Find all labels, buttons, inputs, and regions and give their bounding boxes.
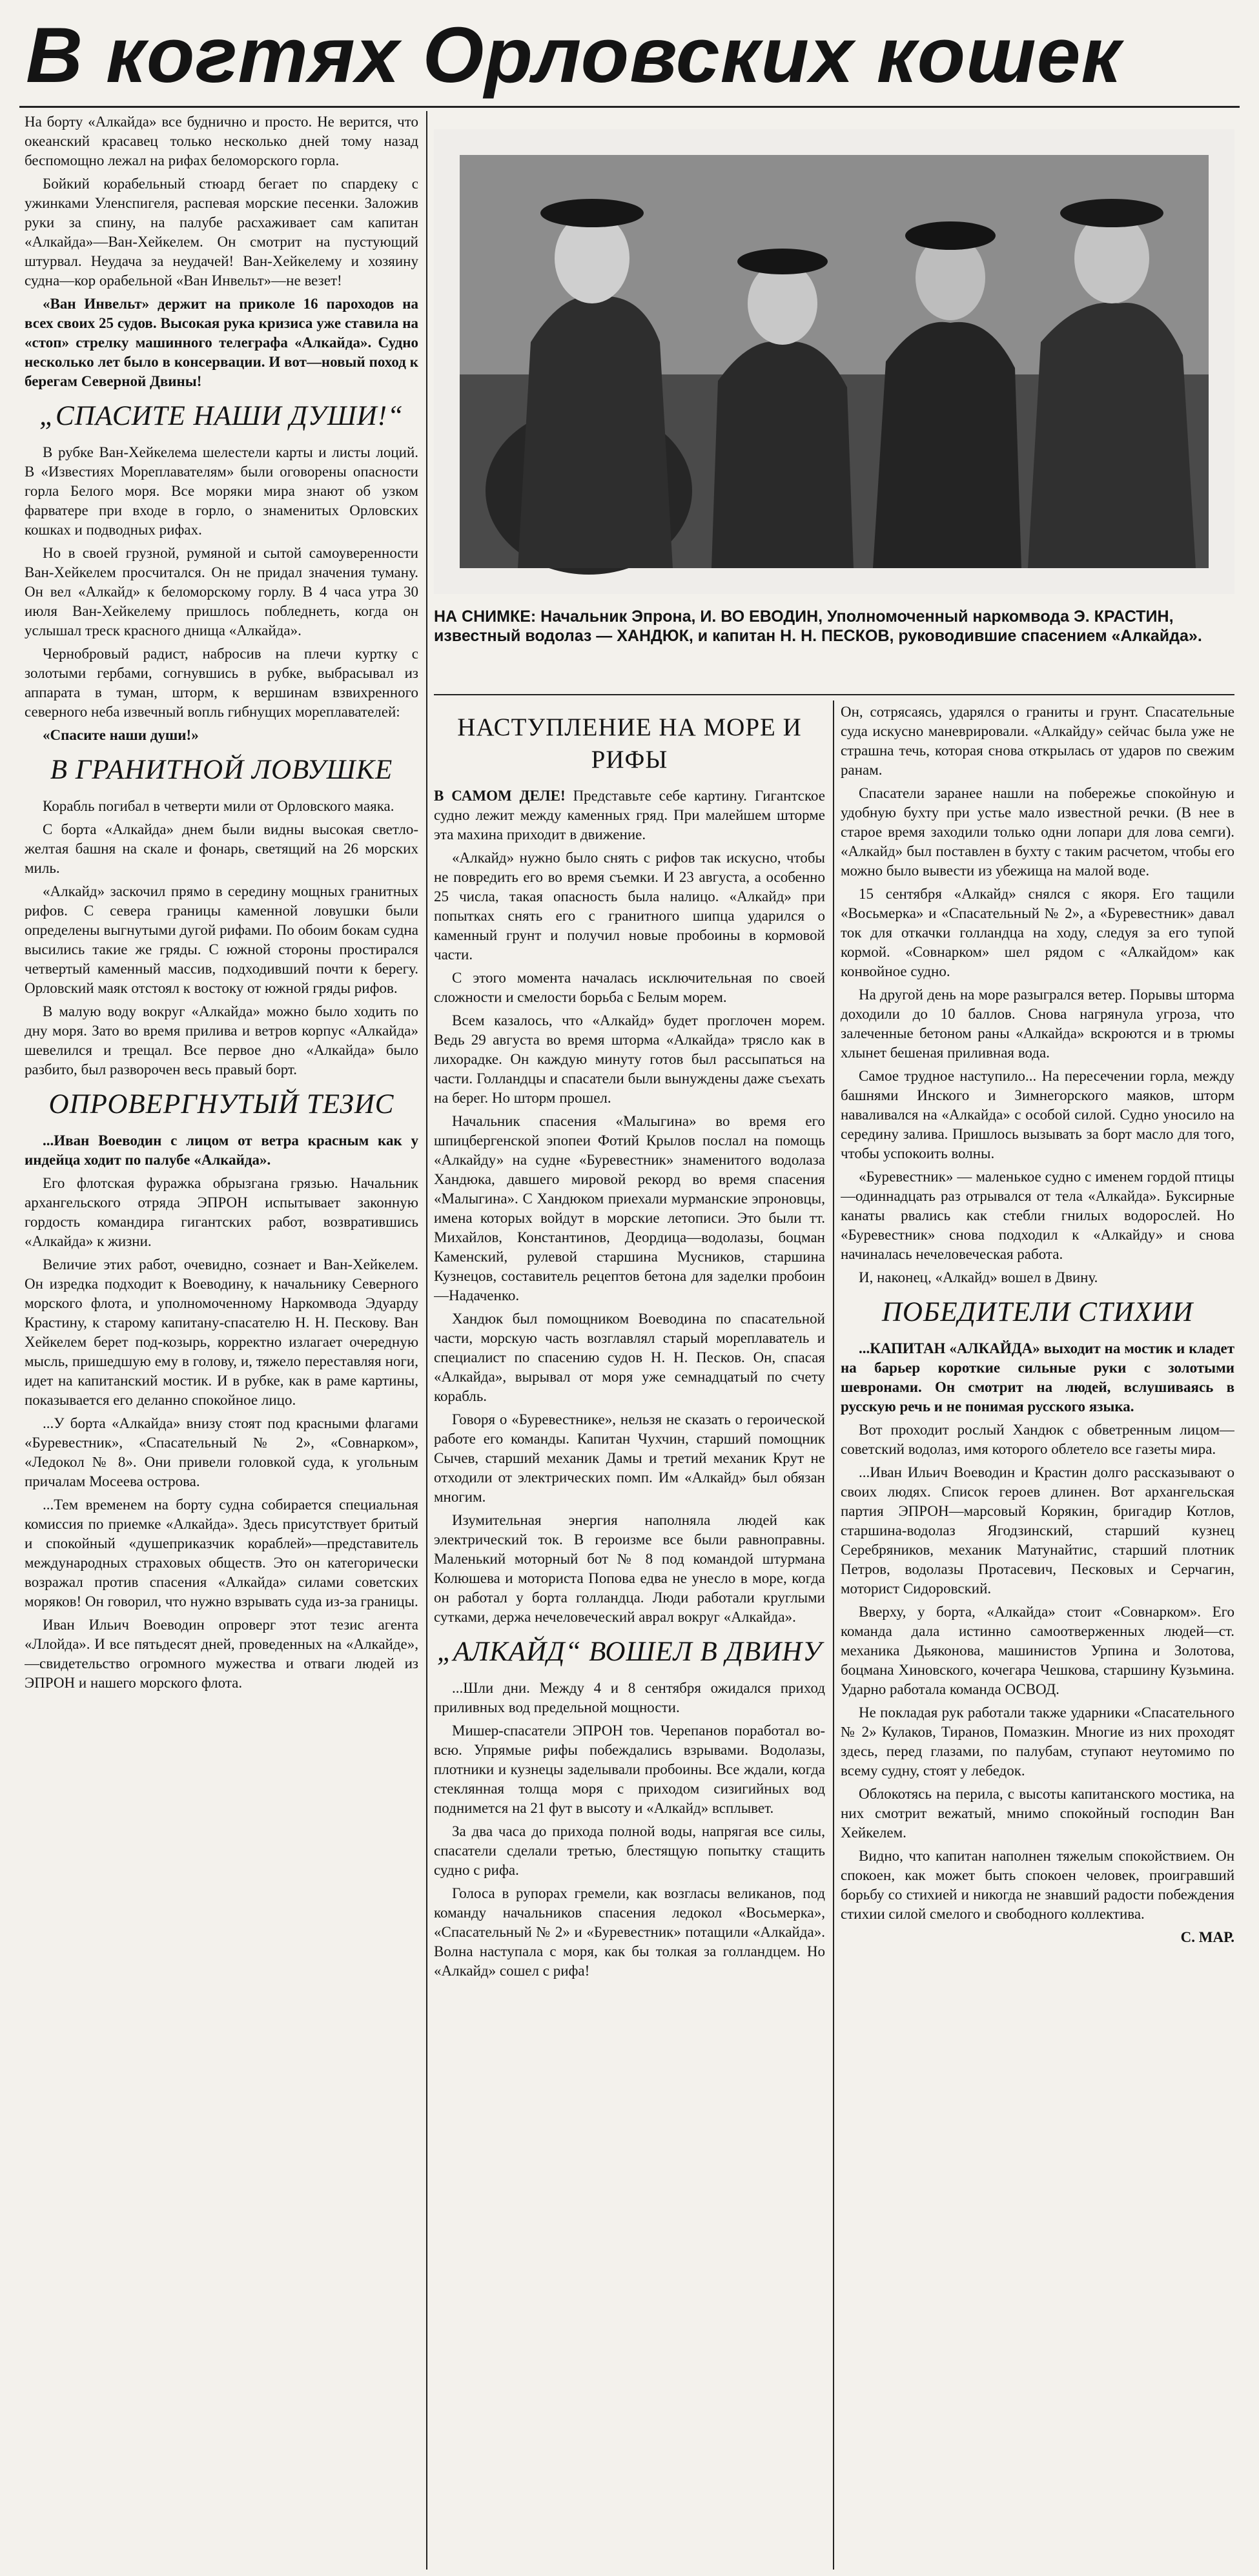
paragraph: Начальник спасения «Малыгина» во время его шпицбергенской эпопеи Фотий Крылов послал на помощь «Алкайду» на судне «Буревестник» знаменитого водолаза Хандюка, давшего мировой рекорд во время спасения «Малыгина». С Хандюком приехали мурманские эпроновцы, имена которых войдут в морские летописи. Это были тт. Михайлов, Константинов, Деордица—водолазы, боцман Каменский, рулевой старшина Мусников, старшина Кузнецов, составитель рецептов бетона для заделки пробоин—Надаченко.	[434, 1113, 825, 1303]
paragraph: За два часа до прихода полной воды, напрягая все силы, спасатели сделали третью, блестящую попытку стащить судно с рифа.	[434, 1823, 825, 1878]
lead-bold: В САМОМ ДЕЛЕ!	[434, 788, 566, 804]
paragraph: Хандюк был помощником Воеводина по спасательной части, морскую часть возглавлял старый мореплаватель и специалист по спасению судов Н. Н. Песков. Он, спасая «Алкайда», вырывал от моря уже семнадцатый по счету корабль.	[434, 1311, 825, 1404]
paragraph: Он, сотрясаясь, ударялся о граниты и грунт. Спасательные суда искусно маневрировали. «Алкайду» сейчас была уже не страшна течь, которая снова открылась от ударов по свежим ранам.	[841, 704, 1234, 778]
paragraph: Изумительная энергия наполняла людей как электрический ток. В героизме все были равноправны. Маленький моторный бот № 8 под командой штурмана Колюшева и моториста Попова едва не унесло в море, когда он работал у борта голландца. Люди работали круглыми сутками, держа нечеловеческий аврал вокруг «Алкайда».	[434, 1512, 825, 1625]
top-rule	[19, 106, 1240, 108]
paragraph: На другой день на море разыгрался ветер. Порывы шторма доходили до 10 баллов. Снова нагрянула угроза, что залеченные бетоном раны «Алкайда» вскроются и в трюмы хлынет бешеная приливная вода.	[841, 986, 1234, 1061]
photo-caption: НА СНИМКЕ: Начальник Эпрона, И. ВО ЕВОДИН, Уполномоченный наркомвода Э. КРАСТИН, известный водолаз — ХАНДЮК, и капитан Н. Н. ПЕСКОВ, руководившие спасением «Алкайда».	[434, 608, 1202, 645]
paragraph: ...Тем временем на борту судна собирается специальная комиссия по приемке «Алкайда». Здесь присутствует бритый и спокойный «душеприказчик кораблей»—представитель международных страховых обществ. Это он категорически возражал против спасения «Алкайда» силами советских моряков! Он говорил, что нужно взрывать суда из-за границы.	[25, 1497, 418, 1610]
paragraph: Облокотясь на перила, с высоты капитанского мостика, на них смотрит вежатый, мнимо спокойный господин Ван Хейкелем.	[841, 1786, 1234, 1841]
paragraph: В рубке Ван-Хейкелема шелестели карты и листы лоций. В «Известиях Мореплавателям» были оговорены опасности горла Белого моря. Все моряки мира знают об узком фарватере при входе в горло, о знаменитых Орловских кошках и подводных рифах.	[25, 444, 418, 538]
paragraph: Всем казалось, что «Алкайд» будет проглочен морем. Ведь 29 августа во время шторма «Алкайда» трясло как в лихорадке. Он каждую минуту готов был рассыпаться на части. Голландцы и спасатели были вынуждены даже съехать на берег. Но шторм прошел.	[434, 1012, 825, 1106]
subheading-lovushka: В ГРАНИТНОЙ ЛОВУШКЕ	[50, 755, 393, 785]
paragraph: На борту «Алкайда» все буднично и просто. Не верится, что океанский красавец только несколько дней тому назад беспомощно лежал на рифах беломорского горла.	[25, 114, 418, 169]
column-divider-1	[426, 111, 427, 2570]
paragraph: Вверху, у борта, «Алкайда» стоит «Совнарком». Его команда дала истинно самоотверженных людей—ст. механика Дьяконова, машинистов Урпина и Золотова, боцмана Хиновского, кочегара Чешкова, старшину Кузьмина. Ударно работала команда ОСВОД.	[841, 1604, 1234, 1697]
paragraph: 15 сентября «Алкайд» снялся с якоря. Его тащили «Восьмерка» и «Спасательный № 2», а «Буревестник» давал ток для откачки голландца на ходу, следуя за его тупой кормой. «Совнарком» шел рядом с «Алкайдом» как конвойное судно.	[841, 886, 1234, 979]
author-signature: С. МАР.	[1180, 1929, 1234, 1945]
column-1	[25, 112, 418, 2570]
paragraph: Спасатели заранее нашли на побережье спокойную и удобную бухту при устье мало известной речки. (В нее в старое время заходили только одни лопари для лова семги). «Алкайд» был поставлен в бухту с таким расчетом, чтобы его можно было вывести из убежища на малой воде.	[841, 785, 1234, 879]
column-3	[841, 702, 1234, 2570]
paragraph: С борта «Алкайда» днем были видны высокая светло-желтая башня на скале и фонарь, светящий на 26 морских миль.	[25, 821, 418, 876]
subheading-pobediteli: ПОБЕДИТЕЛИ СТИХИИ	[881, 1297, 1194, 1327]
paragraph: ...У борта «Алкайда» внизу стоят под красными флагами «Буревестник», «Спасательный № 2», «Совнарком», «Ледокол № 8». Они привели головкой суда, к угольным причалам Мосеева острова.	[25, 1415, 418, 1489]
subheading-tezis: ОПРОВЕРГНУТЫЙ ТЕЗИС	[48, 1089, 394, 1119]
paragraph: Голоса в рупорах гремели, как возгласы великанов, под команду начальников спасения ледокол «Восьмерка», «Спасательный № 2» и «Буревестник» потащили «Алкайда». Волна наступала с моря, как бы толкая за голландцем. Но «Алкайд» сошел с рифа!	[434, 1885, 825, 1979]
paragraph: ...КАПИТАН «АЛКАЙДА» выходит на мостик и кладет на барьер короткие сильные руки с золотыми шевронами. Он смотрит на людей, вслушиваясь в русскую речь и не понимая русского языка.	[841, 1340, 1234, 1415]
paragraph: ...Иван Ильич Воеводин и Крастин долго рассказывают о своих людях. Список героев длинен. Вот архангельская партия ЭПРОН—марсовый Корякин, бригадир Котлов, старшина-водолаз Ягодзинский, старший кузнец Серебряников, механик Матунайтис, старший плотник Петров, водолазы Протасевич, Песковых и Серчагин, моторист Сидоровский.	[841, 1464, 1234, 1597]
paragraph: ...Иван Воеводин с лицом от ветра красным как у индейца ходит по палубе «Алкайда».	[25, 1132, 418, 1168]
paragraph: Бойкий корабельный стюард бегает по спардеку с ужинками Уленспигеля, распевая морские песенки. Заложив руки за спину, на палубе расхаживает сам капитан «Алкайда»—Ван-Хейкелем. Он смотрит на пустующий штурвал. Неудача за неудачей! Ван-Хейкелему и хозяину судна—кор орабельной «Ван Инвельт»—не везет!	[25, 176, 418, 289]
photo-four-men-icon	[434, 129, 1234, 594]
subheading-alkaid-voshel: „АЛКАЙД“ ВОШЕЛ В ДВИНУ	[436, 1637, 823, 1667]
lead-rest: Представьте себе картину. Гигантское судно лежит между каменных гряд. При малейшем шторме эта махина приходит в движение.	[434, 788, 825, 843]
subheading-nastuplenie: НАСТУПЛЕНИЕ НА МОРЕ И РИФЫ	[457, 713, 802, 773]
column-2	[434, 702, 825, 2570]
caption-rule	[434, 694, 1234, 695]
paragraph: Мишер-спасатели ЭПРОН тов. Черепанов поработал во-всю. Упрямые рифы побеждались взрывами. Водолазы, плотники и кузнецы заделывали пробоины. Все ждали, когда стеклянная толща моря с приходом сизигийных вод поднимется на 21 фут в высоту и «Алкайд» всплывет.	[434, 1722, 825, 1816]
paragraph: Говоря о «Буревестнике», нельзя не сказать о героической работе его команды. Капитан Чухчин, старший помощник Сычев, старший механик Дамы и третий механик Крут не отходили от электрических помп. Им «Алкайд» был обязан многим.	[434, 1411, 825, 1505]
paragraph: «Спасите наши души!»	[43, 727, 199, 743]
paragraph: Самое трудное наступило... На пересечении горла, между башнями Инского и Зимнегорского маяков, шторм наваливался на «Алкайда» с особой силой. Судно уносило на середину залива. Пришлось вызывать за борт масло для того, чтобы успокоить волны.	[841, 1068, 1234, 1161]
lead-paragraph	[434, 786, 825, 844]
paragraph: Чернобровый радист, набросив на плечи куртку с золотыми гербами, согнувшись в рубке, выбрасывал из аппарата в туман, шторм, к вершинам взвихренного северного неба извечный вопль гибнущих мореплавателей:	[25, 646, 418, 720]
column-divider-2	[833, 700, 834, 2570]
paragraph: Видно, что капитан наполнен тяжелым спокойствием. Он спокоен, как может быть спокоен человек, проигравший борьбу со стихией и никогда не знавший радости побеждения стихии силой смелого и свободного коллектива.	[841, 1848, 1234, 1922]
paragraph: Его флотская фуражка обрызгана грязью. Начальник архангельского отряда ЭПРОН испытывает законную гордость командира гигантских работ, возвратившись «Алкайда» к жизни.	[25, 1175, 418, 1249]
paragraph: В малую воду вокруг «Алкайда» можно было ходить по дну моря. Зато во время прилива и ветров корпус «Алкайда» шевелился и трещал. Все первое дно «Алкайда» было разбито, был разворочен весь правый борт.	[25, 1003, 418, 1078]
paragraph: «Ван Инвельт» держит на приколе 16 пароходов на всех своих 25 судов. Высокая рука кризиса уже ставила на «стоп» стрелку машинного телеграфа «Алкайда». Судно несколько лет было в консервации. И вот—новый поход к берегам Северной Двины!	[25, 296, 418, 389]
paragraph: Вот проходит рослый Хандюк с обветренным лицом—советский водолаз, имя которого облетело все газеты мира.	[841, 1422, 1234, 1457]
headline: В когтях Орловских кошек	[26, 11, 1122, 99]
paragraph: «Алкайд» заскочил прямо в середину мощных гранитных рифов. С севера границы каменной ловушки были определены выгнутыми дугой рифами. По обоим бокам судна высились такие же гряды. С южной стороны простирался четвертый каменный массив, подходивший почти к берегу. Орловский маяк отстоял к востоку от южной гряды рифов.	[25, 883, 418, 996]
paragraph: И, наконец, «Алкайд» вошел в Двину.	[859, 1269, 1098, 1285]
paragraph: Величие этих работ, очевидно, сознает и Ван-Хейкелем. Он изредка подходит к Воеводину, к начальнику Северного морского флота, и уполномоченному Наркомвода Эдуарду Крастину, к старому капитану-спасателю Н. Н. Пескову. Ван Хейкелем берет под-козырь, корректно излагает очередную мысль, пришедшую ему в голову, и, тяжело переставляя ноги, идет на капитанский мостик. И в рубке, как в раме картины, показывается его деланно спокойное лицо.	[25, 1256, 418, 1408]
news-photo	[434, 129, 1234, 594]
paragraph: Корабль погибал в четверти мили от Орловского маяка.	[43, 798, 394, 814]
paragraph: Иван Ильич Воеводин опроверг этот тезис агента «Ллойда». И все пятьдесят дней, проведенных на «Алкайде»,—свидетельство огромного мужества и отваги людей из ЭПРОН и нашего морского флота.	[25, 1617, 418, 1691]
paragraph: «Буревестник» — маленькое судно с именем гордой птицы—одиннадцать раз отрывался от тела «Алкайда». Буксирные канаты рвались как стебли гнилых водорослей. Но «Буревестник» снова подходил к «Алкайду» и снова начиналась нечеловеческая работа.	[841, 1169, 1234, 1262]
paragraph: ...Шли дни. Между 4 и 8 сентября ожидался приход приливных вод предельной мощности.	[434, 1680, 825, 1715]
paragraph: Не покладая рук работали также ударники «Спасательного № 2» Кулаков, Тиранов, Помазкин. Многие из них проходят здесь, перед глазами, по палубам, ступают неутомимо по всему судну, стоят у лебедок.	[841, 1704, 1234, 1779]
paragraph: Но в своей грузной, румяной и сытой самоуверенности Ван-Хейкелем просчитался. Он не придал значения туману. Он вел «Алкайд» к беломорскому горлу. В 4 часа утра 30 июля Ван-Хейкелему пришлось побледнеть, когда он услышал треск красного днища «Алкайда».	[25, 545, 418, 639]
subheading-spasite: „СПАСИТЕ НАШИ ДУШИ!“	[39, 401, 404, 431]
paragraph: «Алкайд» нужно было снять с рифов так искусно, чтобы не повредить его во время съемки. И 23 августа, а особенно 25 числа, такая опасность была налицо. «Алкайд» при попытках снять его с гранитного шипца ударился о каменный грунт и получил новые пробоины в кормовой части.	[434, 850, 825, 963]
paragraph: С этого момента началась исключительная по своей сложности и смелости борьба с Белым морем.	[434, 970, 825, 1005]
